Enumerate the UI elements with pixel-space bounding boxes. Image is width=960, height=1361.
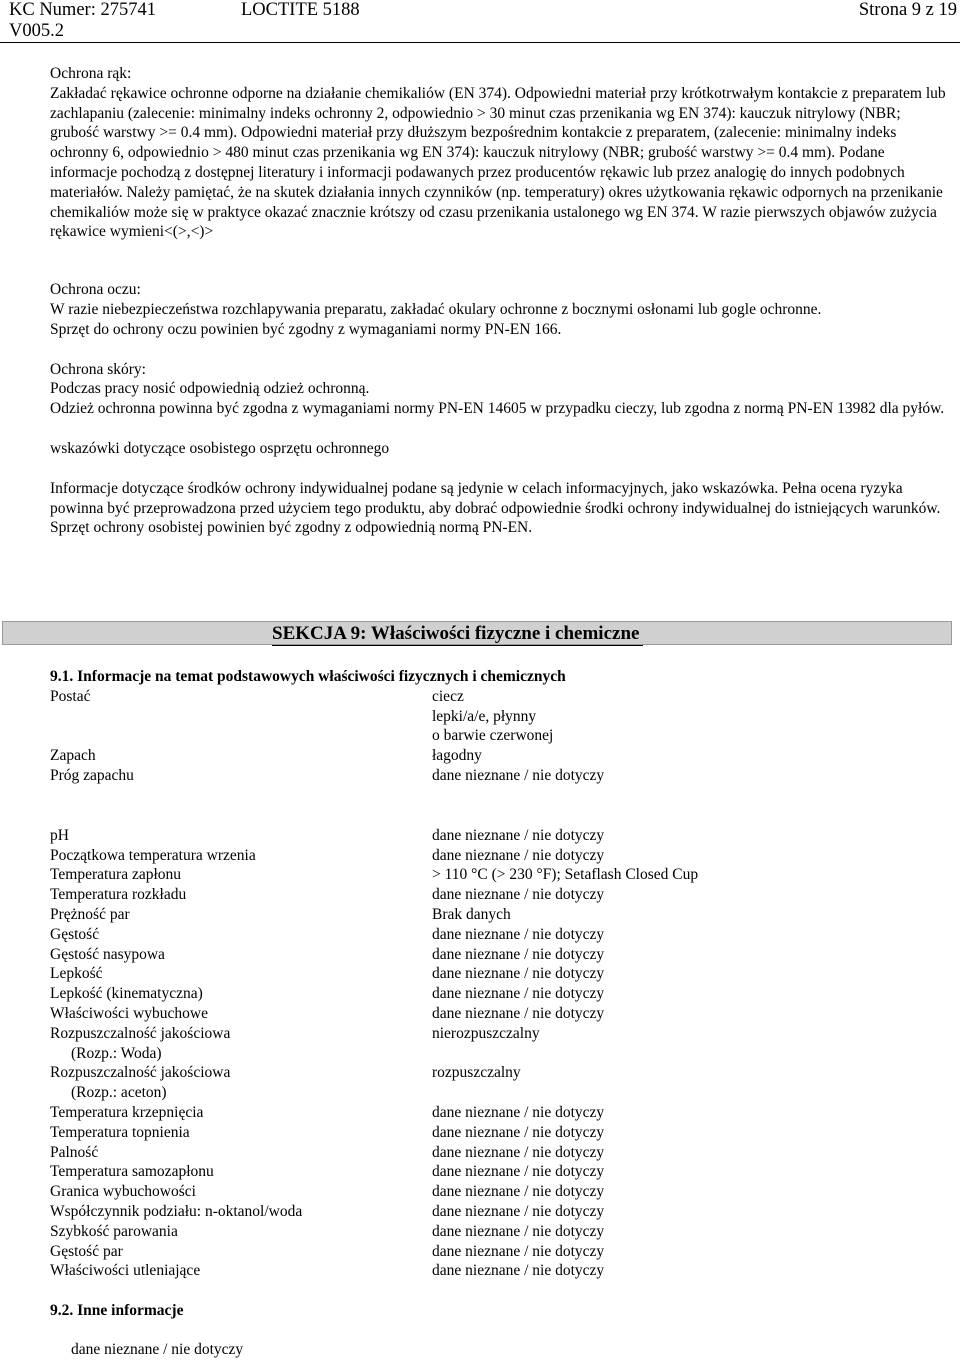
page-number: Strona 9 z 19 <box>858 0 957 20</box>
property-name: Temperatura zapłonu <box>50 866 182 884</box>
property-row <box>50 1083 950 1103</box>
property-row <box>50 826 950 846</box>
kc-number: KC Numer: 275741 <box>9 0 156 20</box>
hand-protection-text: Zakładać rękawice ochronne odporne na działanie chemikaliów (EN 374). Odpowiedni materiał przy krótkotrwałym kontakcie z preparatem lub zachlapaniu (zalecenie: minimalny indeks ochronny 2, odpowiednio > 30 minut czas przenikania wg EN 374): kauczuk nitrylowy (NBR; grubość warstwy >= 0.4 mm). Odpowiedni materiał przy dłuższym bezpośrednim kontakcie z preparatem, (zalecenie: minimalny indeks ochronny 6, odpowiednio > 480 minut czas przenikania wg EN 374): kauczuk nitrylowy (NBR; grubość warstwy >= 0.4 mm). Podane informacje pochodzą z dostępnej literatury i informacji podawanych przez producentów rękawic lub przez analogię do innych podobnych materiałów. Należy pamiętać, że na skutek działania innych czynników (np. temperatury) okres użytkowania rękawic odpornych na przenikanie chemikaliów może się w praktyce okazać znacznie krótszy od czasu przenikania ustalonego wg EN 374. W razie pierwszych objawów zużycia rękawice wymieni<(>,<)> <box>50 84 946 241</box>
property-value: dane nieznane / nie dotyczy <box>432 965 605 983</box>
eye-protection-line1: W razie niebezpieczeństwa rozchlapywania preparatu, zakładać okulary ochronne z bocznymi osłonami lub gogle ochronne. <box>50 300 822 318</box>
property-row <box>50 925 950 945</box>
property-row <box>50 1261 950 1281</box>
skin-protection-heading: Ochrona skóry: <box>50 360 146 378</box>
page-header <box>9 0 959 42</box>
subsection-9-1-heading: 9.1. Informacje na temat podstawowych właściwości fizycznych i chemicznych <box>50 668 566 685</box>
property-row <box>50 1242 950 1262</box>
property-row <box>50 1063 950 1083</box>
property-name: Właściwości wybuchowe <box>50 1004 208 1022</box>
property-value: dane nieznane / nie dotyczy <box>432 826 605 844</box>
property-row <box>50 1024 950 1044</box>
property-value: dane nieznane / nie dotyczy <box>432 886 605 904</box>
eye-protection-heading: Ochrona oczu: <box>50 281 141 299</box>
property-row <box>50 945 950 965</box>
property-value: dane nieznane / nie dotyczy <box>432 1004 605 1022</box>
property-value: dane nieznane / nie dotyczy <box>432 1262 605 1280</box>
property-name: Temperatura rozkładu <box>50 886 187 904</box>
property-name: (Rozp.: Woda) <box>71 1044 162 1062</box>
properties-table <box>50 667 950 1281</box>
property-name: Zapach <box>50 747 96 765</box>
property-value: dane nieznane / nie dotyczy <box>432 925 605 943</box>
property-row <box>50 1222 950 1242</box>
property-value: dane nieznane / nie dotyczy <box>432 1143 605 1161</box>
property-value: dane nieznane / nie dotyczy <box>432 766 605 784</box>
property-value: o barwie czerwonej <box>432 727 554 745</box>
property-row <box>50 707 950 727</box>
property-row <box>50 766 950 786</box>
other-info-value: dane nieznane / nie dotyczy <box>71 1341 244 1358</box>
property-value: rozpuszczalny <box>432 1064 521 1082</box>
property-row <box>50 1162 950 1182</box>
property-row <box>50 1004 950 1024</box>
property-row <box>50 1202 950 1222</box>
property-row <box>50 1182 950 1202</box>
version: V005.2 <box>9 21 64 41</box>
skin-protection-line1: Podczas pracy nosić odpowiednią odzież ochronną. <box>50 380 370 398</box>
property-value: ciecz <box>432 687 464 705</box>
property-value: dane nieznane / nie dotyczy <box>432 1123 605 1141</box>
property-value: > 110 °C (> 230 °F); Setaflash Closed Cup <box>432 866 699 884</box>
property-name: Rozpuszczalność jakościowa <box>50 1024 231 1042</box>
header-divider <box>0 42 960 43</box>
property-name: Temperatura topnienia <box>50 1123 190 1141</box>
property-value: lepki/a/e, płynny <box>432 707 537 725</box>
property-name: Właściwości utleniające <box>50 1262 201 1280</box>
property-value: dane nieznane / nie dotyczy <box>432 945 605 963</box>
property-name: (Rozp.: aceton) <box>71 1084 167 1102</box>
property-name: Współczynnik podziału: n-oktanol/woda <box>50 1202 303 1220</box>
subsection-9-2-heading: 9.2. Inne informacje <box>50 1302 184 1319</box>
property-row <box>50 746 950 766</box>
section-9-title <box>272 623 639 645</box>
hand-protection-heading: Ochrona rąk: <box>50 65 132 82</box>
property-row <box>50 1044 950 1064</box>
property-value: dane nieznane / nie dotyczy <box>432 1222 605 1240</box>
property-value: dane nieznane / nie dotyczy <box>432 1242 605 1260</box>
protection-content <box>50 64 950 538</box>
property-row <box>50 726 950 746</box>
property-name: Palność <box>50 1143 99 1161</box>
property-name: pH <box>50 826 69 844</box>
property-value: Brak danych <box>432 905 511 923</box>
property-value: dane nieznane / nie dotyczy <box>432 1103 605 1121</box>
product-name: LOCTITE 5188 <box>241 0 360 20</box>
property-name: Granica wybuchowości <box>50 1183 196 1201</box>
property-name: Postać <box>50 687 91 705</box>
property-name: Szybkość parowania <box>50 1222 178 1240</box>
properties-group-2 <box>50 826 950 1281</box>
property-row <box>50 984 950 1004</box>
skin-protection-line2: Odzież ochronna powinna być zgodna z wymaganiami normy PN-EN 14605 w przypadku cieczy, lub zgodna z normą PN-EN 13982 dla pyłów. <box>50 400 945 418</box>
property-value: dane nieznane / nie dotyczy <box>432 1183 605 1201</box>
property-row <box>50 1123 950 1143</box>
property-name: Gęstość nasypowa <box>50 945 165 963</box>
property-value: nierozpuszczalny <box>432 1024 540 1042</box>
ppe-notes-heading: wskazówki dotyczące osobistego osprzętu ochronnego <box>50 439 390 457</box>
property-row <box>50 905 950 925</box>
property-value: dane nieznane / nie dotyczy <box>432 1163 605 1181</box>
property-value: dane nieznane / nie dotyczy <box>432 985 605 1003</box>
section-9-title-text: SEKCJA 9: Właściwości fizyczne i chemiczne <box>272 623 640 644</box>
property-value: łagodny <box>432 747 482 765</box>
ppe-notes-text: Informacje dotyczące środków ochrony indywidualnej podane są jedynie w celach informacyjnych, jako wskazówka. Pełna ocena ryzyka powinna być przeprowadzona przed użyciem tego produktu, aby dobrać odpowiednie środki ochrony indywidualnej do istniejących warunków. Sprzęt ochrony osobistej powinien być zgodny z odpowiednią normą PN-EN. <box>50 479 941 537</box>
property-row <box>50 865 950 885</box>
property-row <box>50 1143 950 1163</box>
property-value: dane nieznane / nie dotyczy <box>432 1202 605 1220</box>
eye-protection-line2: Sprzęt do ochrony oczu powinien być zgodny z wymaganiami normy PN-EN 166. <box>50 320 562 338</box>
property-row <box>50 885 950 905</box>
property-name: Lepkość (kinematyczna) <box>50 985 203 1003</box>
property-row <box>50 846 950 866</box>
property-name: Próg zapachu <box>50 766 134 784</box>
property-name: Początkowa temperatura wrzenia <box>50 846 256 864</box>
property-name: Temperatura krzepnięcia <box>50 1103 204 1121</box>
property-name: Gęstość par <box>50 1242 123 1260</box>
property-row <box>50 964 950 984</box>
property-name: Prężność par <box>50 905 130 923</box>
property-name: Rozpuszczalność jakościowa <box>50 1064 231 1082</box>
properties-group-1 <box>50 687 950 786</box>
property-name: Lepkość <box>50 965 103 983</box>
property-row <box>50 1103 950 1123</box>
property-value: dane nieznane / nie dotyczy <box>432 846 605 864</box>
property-name: Gęstość <box>50 925 100 943</box>
property-row <box>50 687 950 707</box>
property-name: Temperatura samozapłonu <box>50 1163 214 1181</box>
